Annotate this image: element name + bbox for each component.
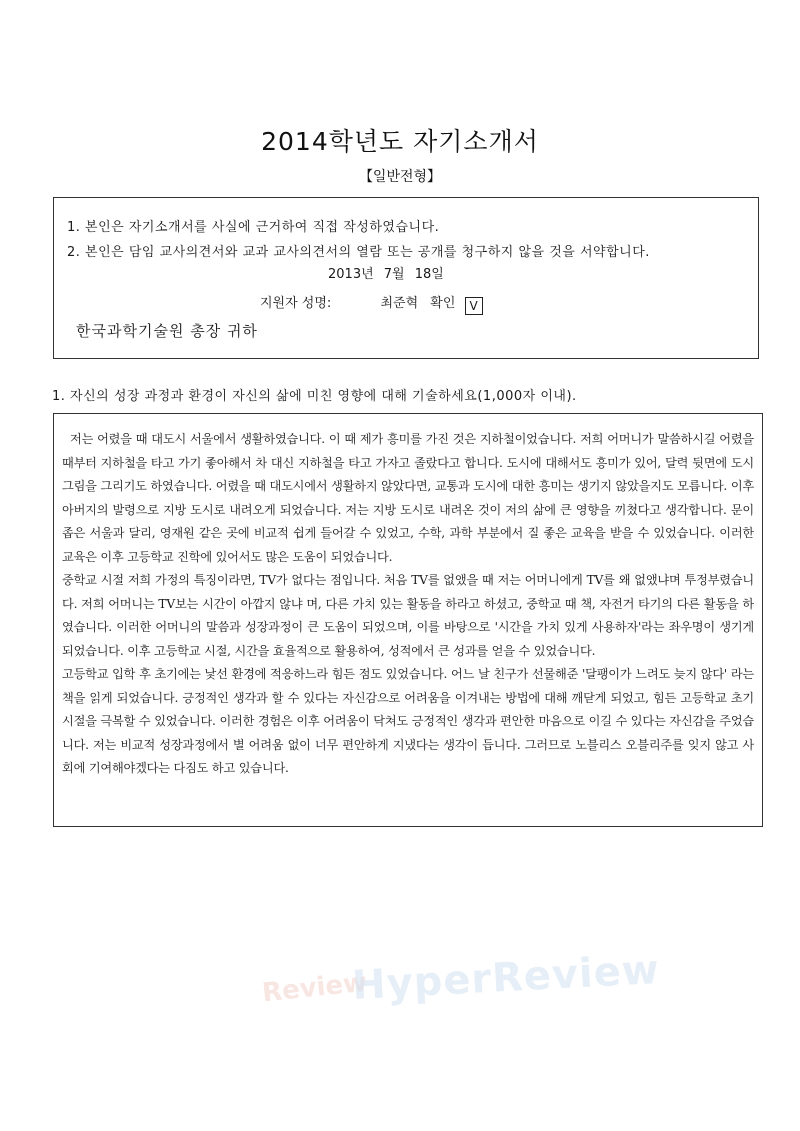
answer-box bbox=[53, 413, 763, 827]
answer-paragraph: 고등학교 입학 후 초기에는 낯선 환경에 적응하느라 힘든 점도 있었습니다. 어느 날 친구가 선물해준 '달팽이가 느려도 늦지 않다' 라는 책을 읽게 되었습니다. 긍정적인 생각과 할 수 있다는 자신감으로 어려움을 이겨내는 방법에 대해 깨닫게 되었고, 힘든 고등학교 초기 시절을 극복할 수 있었습니다. 이러한 경험은 이후 어려움이 닥쳐도 긍정적인 생각과 편안한 마음으로 이길 수 있다는 자신감을 주었습니다. 저는 비교적 성장과정에서 별 어려움 없이 너무 편안하게 지냈다는 생각이 듭니다. 그러므로 노블리스 오블리주를 잊지 않고 사회에 기여해야겠다는 다짐도 하고 있습니다. bbox=[62, 667, 754, 775]
declaration-date: 2013년 7월 18일 bbox=[328, 267, 444, 282]
answer-paragraph: 저는 어렸을 때 대도시 서울에서 생활하였습니다. 이 때 제가 흥미를 가진 것은 지하철이었습니다. 저희 어머니가 말씀하시길 어렸을 때부터 지하철을 타고 가기 좋아해서 차 대신 지하철을 타고 가자고 졸랐다고 합니다. 도시에 대해서도 흥미가 있어, 달력 뒷면에 도시 그림을 그리기도 하였습니다. 어렸을 때 대도시에서 생활하지 않았다면, 교통과 도시에 대한 흥미는 생기지 않았을지도 모릅니다. 이후 아버지의 발령으로 지방 도시로 내려오게 되었습니다. 저는 지방 도시로 내려온 것이 저의 삶에 큰 영향을 끼쳤다고 생각합니다. 문이 좁은 서울과 달리, 영재원 같은 곳에 비교적 쉽게 들어갈 수 있었고, 수학, 과학 부분에서 질 좋은 교육을 받을 수 있었습니다. 이러한 교육은 이후 고등학교 진학에 있어서도 많은 도움이 되었습니다. bbox=[62, 432, 754, 564]
confirm-checkbox[interactable]: V bbox=[465, 297, 483, 315]
declaration-statement-1: 1. 본인은 자기소개서를 사실에 근거하여 직접 작성하였습니다. bbox=[67, 220, 440, 235]
document-title: 2014학년도 자기소개서 bbox=[261, 127, 539, 156]
applicant-signature-line bbox=[260, 292, 483, 315]
declaration-box bbox=[53, 197, 759, 359]
applicant-name: 최준혁 bbox=[380, 296, 419, 311]
answer-paragraph: 중학교 시절 저희 가정의 특징이라면, TV가 없다는 점입니다. 처음 TV를 없앴을 때 저는 어머니에게 TV를 왜 없앴냐며 투정부렸습니다. 저희 어머니는 TV보는 시간이 아깝지 않냐 며, 다른 가치 있는 활동을 하라고 하셨고, 중학교 때 책, 자전거 타기의 다른 활동을 하였습니다. 이러한 어머니의 말씀과 성장과정이 큰 도움이 되었으며, 이를 바탕으로 '시간을 가치 있게 사용하자'라는 좌우명이 생기게 되었습니다. 이후 고등학교 시절, 시간을 효율적으로 활용하여, 성적에서 큰 성과를 얻을 수 있었습니다. bbox=[62, 573, 754, 658]
applicant-label: 지원자 성명: bbox=[260, 296, 332, 311]
question-1: 1. 자신의 성장 과정과 환경이 자신의 삶에 미친 영향에 대해 기술하세요(1,000자 이내). bbox=[52, 389, 577, 404]
declaration-statement-2: 2. 본인은 담임 교사의견서와 교과 교사의견서의 열람 또는 공개를 청구하지 않을 것을 서약합니다. bbox=[67, 245, 650, 260]
watermark: HyperReview bbox=[351, 946, 661, 1010]
watermark-small: Review bbox=[260, 967, 369, 1009]
addressee: 한국과학기술원 총장 귀하 bbox=[76, 322, 258, 340]
document-subtitle: 【일반전형】 bbox=[358, 169, 442, 185]
confirm-label: 확인 bbox=[430, 296, 456, 311]
